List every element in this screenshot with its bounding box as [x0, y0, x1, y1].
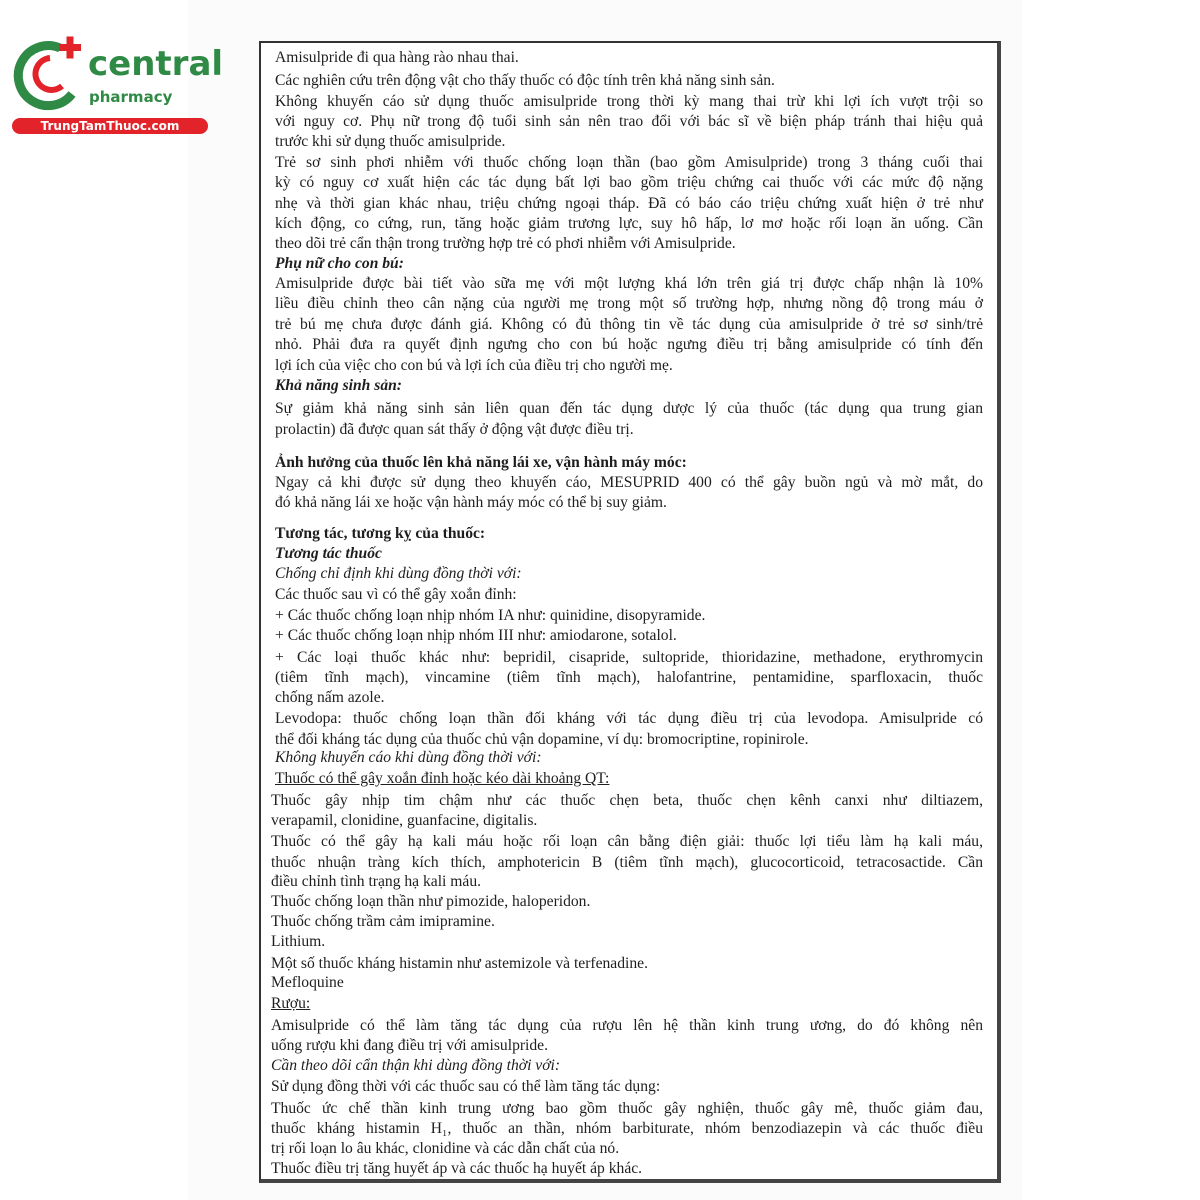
website-badge: TrungTamThuoc.com	[12, 118, 208, 134]
document-heading-line: Khả năng sinh sản:	[275, 377, 402, 394]
central-pharmacy-logo	[10, 36, 90, 116]
document-text-line: Các thuốc sau vì có thể gây xoắn đỉnh:	[275, 586, 517, 603]
document-text-line: Trẻ sơ sinh phơi nhiễm với thuốc chống loạn thần (bao gồm Amisulpride) trong 3 tháng cuối thai	[275, 154, 983, 171]
document-text-line: Thuốc có thể gây hạ kali máu hoặc rối loạn cân bằng điện giải: thuốc lợi tiểu làm hạ kali máu,	[271, 833, 983, 850]
document-text-line: + Các thuốc chống loạn nhịp nhóm III như: amiodarone, sotalol.	[275, 627, 677, 644]
document-text-line: thuốc nhuận tràng kích thích, amphotericin B (tiêm tĩnh mạch), glucocorticoid, tetracosactide. Cần	[271, 854, 983, 871]
document-text-line: verapamil, clonidine, guanfacine, digitalis.	[271, 812, 538, 829]
logo-mark-icon	[10, 36, 90, 116]
document-text-line: với nguy cơ. Phụ nữ trong độ tuổi sinh sản nên trao đổi với bác sĩ về biện pháp tránh thai hiệu quả	[275, 113, 983, 130]
document-text-line: Thuốc điều trị tăng huyết áp và các thuốc hạ huyết áp khác.	[271, 1160, 643, 1177]
document-text-line: chống nấm azole.	[275, 689, 385, 706]
document-text-line: Amisulpride có thể làm tăng tác dụng của rượu lên hệ thần kinh trung ương, do đó không nên	[271, 1017, 983, 1034]
document-text-line: Amisulpride được bài tiết vào sữa mẹ với một lượng khá lớn trên giá trị được chấp nhận là 10%	[275, 275, 983, 292]
document-text-line: Thuốc gây nhịp tim chậm như các thuốc chẹn beta, thuốc chẹn kênh canxi như diltiazem,	[271, 792, 983, 809]
document-text-line: đó khả năng lái xe hoặc vận hành máy móc có thể bị suy giảm.	[275, 494, 667, 511]
document-heading-line: Thuốc có thể gây xoắn đỉnh hoặc kéo dài khoảng QT:	[275, 770, 610, 787]
document-heading-line: Không khuyến cáo khi dùng đồng thời với:	[275, 749, 542, 766]
document-text-line: uống rượu khi đang điều trị với amisulpride.	[271, 1037, 549, 1054]
document-text-line: trị rối loạn lo âu khác, clonidine và các dẫn chất của nó.	[271, 1140, 620, 1157]
document-text-line: Thuốc chống trầm cảm imipramine.	[271, 913, 495, 930]
document-text-line: Sử dụng đồng thời với các thuốc sau có thể làm tăng tác dụng:	[271, 1078, 661, 1095]
document-text-line: trước khi sử dụng thuốc amisulpride.	[275, 133, 506, 150]
document-text-line: thuốc kháng histamin H₁, thuốc an thần, nhóm barbiturate, nhóm benzodiazepin và các thuốc điều	[271, 1120, 983, 1137]
document-text-line: Amisulpride đi qua hàng rào nhau thai.	[275, 49, 519, 66]
document-text-line: liều điều chỉnh theo cân nặng của người mẹ trong một số trường hợp, nhưng nồng độ trong máu ở	[275, 295, 983, 312]
document-heading-line: Tương tác thuốc	[275, 545, 382, 562]
document-text-line: điều chỉnh tình trạng hạ kali máu.	[271, 873, 482, 890]
document-frame	[259, 41, 1001, 1183]
document-text-line: theo dõi trẻ cẩn thận trong trường hợp trẻ có phơi nhiễm với Amisulpride.	[275, 235, 736, 252]
logo-subtitle: pharmacy	[89, 88, 173, 106]
document-text-line: Ngay cả khi được sử dụng theo khuyến cáo, MESUPRID 400 có thể gây buồn ngủ và mờ mắt, do	[275, 474, 983, 491]
document-heading-line: Ảnh hưởng của thuốc lên khả năng lái xe, vận hành máy móc:	[275, 454, 687, 471]
document-text-line: + Các loại thuốc khác như: bepridil, cisapride, sultopride, thioridazine, methadone, erythromycin	[275, 649, 983, 666]
document-text-line: + Các thuốc chống loạn nhịp nhóm IA như: quinidine, disopyramide.	[275, 607, 706, 624]
document-text-line: prolactin) đã được quan sát thấy ở động vật được điều trị.	[275, 421, 634, 438]
document-text-line: trẻ bú mẹ chưa được đánh giá. Không có đủ thông tin về tác dụng của amisulpride ở trẻ sơ sinh/trẻ	[275, 316, 983, 333]
document-text-line: kỳ có nguy cơ xuất hiện các tác dụng bất lợi bao gồm triệu chứng cai thuốc với các mức độ nặng	[275, 174, 983, 191]
document-text-line: nhỏ. Phải đưa ra quyết định ngưng cho con bú hoặc ngưng điều trị bằng amisulpride có tính đến	[275, 336, 983, 353]
document-text-line: nhẹ và thời gian khác nhau, triệu chứng ngoại tháp. Đã có báo cáo triệu chứng xuất hiện ở trẻ như	[275, 195, 983, 212]
document-text-line: Thuốc chống loạn thần như pimozide, haloperidon.	[271, 893, 591, 910]
logo-brand-name: central	[88, 44, 224, 84]
document-text-line: lợi ích của việc cho con bú và lợi ích của điều trị cho người mẹ.	[275, 357, 673, 374]
document-text-line: thể đối kháng tác dụng của thuốc chủ vận dopamine, ví dụ: bromocriptine, ropinirole.	[275, 731, 809, 748]
document-text-line: kích động, co cứng, run, tăng hoặc giảm trương lực, suy hô hấp, lơ mơ hoặc rối loạn ăn uống. Cần	[275, 215, 983, 232]
document-text-line: Một số thuốc kháng histamin như astemizole và terfenadine.	[271, 955, 648, 972]
document-text-line: Mefloquine	[271, 974, 344, 991]
document-text-line: Các nghiên cứu trên động vật cho thấy thuốc có độc tính trên khả năng sinh sản.	[275, 72, 775, 89]
document-text-line: (tiêm tĩnh mạch), vincamine (tiêm tĩnh mạch), halofantrine, pentamidine, sparfloxacin, thuốc	[275, 669, 983, 686]
document-heading-line: Chống chỉ định khi dùng đồng thời với:	[275, 565, 522, 582]
document-heading-line: Cần theo dõi cẩn thận khi dùng đồng thời với:	[271, 1057, 561, 1074]
document-text-line: Sự giảm khả năng sinh sản liên quan đến tác dụng dược lý của thuốc (tác dụng qua trung gian	[275, 400, 983, 417]
document-text-line: Thuốc ức chế thần kinh trung ương bao gồm thuốc gây nghiện, thuốc gây mê, thuốc giảm đau,	[271, 1100, 983, 1117]
document-text-line: Levodopa: thuốc chống loạn thần đối kháng với tác dụng điều trị của levodopa. Amisulpride có	[275, 710, 983, 727]
document-heading-line: Phụ nữ cho con bú:	[275, 255, 404, 272]
document-text-line: Không khuyến cáo sử dụng thuốc amisulpride trong thời kỳ mang thai trừ khi lợi ích vượt trội so	[275, 93, 983, 110]
document-text-line: Lithium.	[271, 933, 326, 950]
document-heading-line: Rượu:	[271, 995, 311, 1012]
document-heading-line: Tương tác, tương kỵ của thuốc:	[275, 525, 486, 542]
